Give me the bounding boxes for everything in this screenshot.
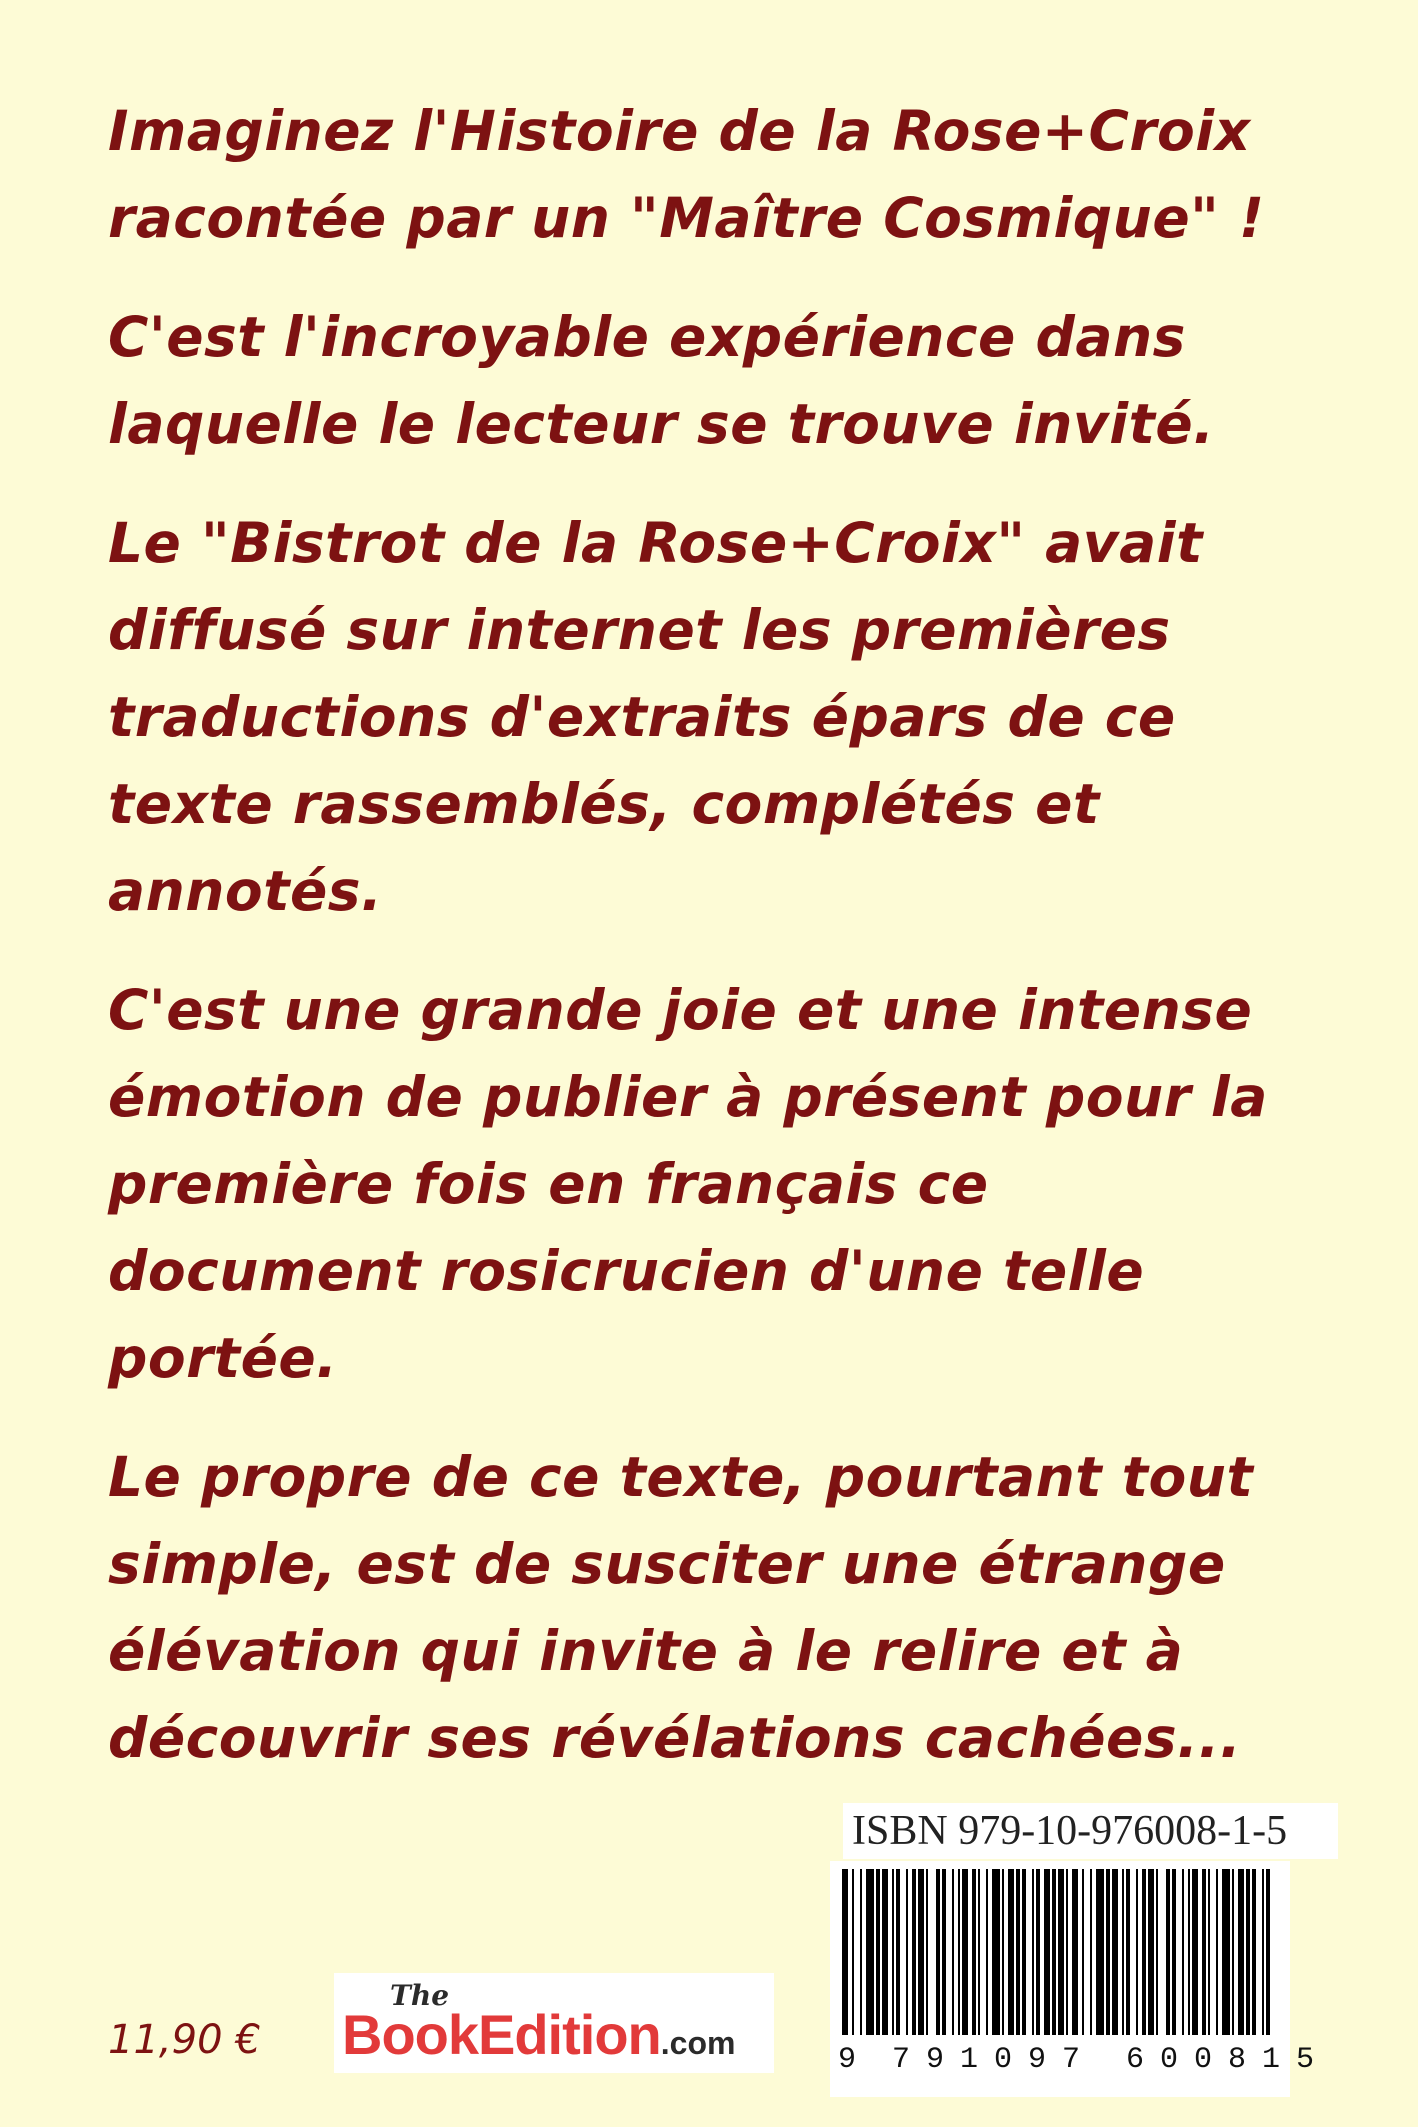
barcode-bar (952, 1869, 954, 2037)
barcode-bar (1238, 1869, 1244, 2037)
barcode-bar (852, 1869, 854, 2037)
barcode-bar (1008, 1869, 1014, 2037)
paragraph-elevation: Le propre de ce texte, pourtant tout simple, est de susciter une étrange élévation qui invite à le relire et à découvrir ses révélations cachées... (108, 1445, 1254, 1770)
barcode-bar (942, 1869, 946, 2037)
barcode-digit: 0 (1194, 2043, 1213, 2077)
barcode-bar (906, 1869, 908, 2037)
barcode-bar (958, 1869, 960, 2037)
barcode-bar (1122, 1869, 1124, 2037)
barcode-bar (936, 1869, 940, 2037)
barcode-digit: 0 (1160, 2043, 1179, 2077)
barcode-digit: 9 (838, 2043, 857, 2077)
paragraph-intro: Imaginez l'Histoire de la Rose+Croix racontée par un "Maître Cosmique" ! (108, 99, 1265, 250)
price-label: 11,90 € (108, 2017, 261, 2063)
barcode-bar (992, 1869, 1000, 2037)
barcode-bar (1156, 1869, 1158, 2037)
barcode-bar (1172, 1869, 1176, 2037)
barcode-bar (1192, 1869, 1198, 2037)
barcode-bar (876, 1869, 880, 2037)
barcode-bar (1106, 1869, 1110, 2037)
back-cover-text (108, 88, 1368, 1814)
barcode-bar (1266, 1869, 1270, 2037)
barcode-bar (1044, 1869, 1050, 2037)
barcode-digit: 1 (1262, 2043, 1281, 2077)
barcode-bar (972, 1869, 976, 2037)
barcode-bar (1246, 1869, 1250, 2037)
barcode-bar (1208, 1869, 1210, 2037)
barcode-digit: 7 (892, 2043, 911, 2077)
logo-name: BookEdition (342, 2003, 661, 2066)
barcode-bar (1148, 1869, 1154, 2037)
barcode-digit: 9 (1028, 2043, 1047, 2077)
barcode-digit: 1 (960, 2043, 979, 2077)
barcode-bar (1142, 1869, 1146, 2037)
paragraph-bistrot: Le "Bistrot de la Rose+Croix" avait diffusé sur internet les premières traductions d'extraits épars de ce texte rassemblés, complétés et annotés. (108, 511, 1203, 923)
barcode-bar (892, 1869, 894, 2037)
barcode-bar (842, 1869, 848, 2037)
barcode-bar (860, 1869, 862, 2037)
barcode-bar (1202, 1869, 1206, 2037)
barcode-digit: 0 (994, 2043, 1013, 2077)
barcode-bar (912, 1869, 916, 2037)
barcode-bar (986, 1869, 988, 2037)
barcode-bar (1232, 1869, 1234, 2037)
paragraph-publication: C'est une grande joie et une intense émotion de publier à présent pour la première fois en français ce document rosicrucien d'une telle portée. (108, 978, 1268, 1390)
barcode-digits (830, 2035, 1315, 2085)
logo-suffix: .com (660, 2025, 736, 2061)
barcode-bar (1166, 1869, 1170, 2037)
barcode-bar (1096, 1869, 1104, 2037)
barcode-bar (1188, 1869, 1190, 2037)
barcode-bar (1022, 1869, 1026, 2037)
barcode-bar (1002, 1869, 1004, 2037)
barcode-bar (1262, 1869, 1264, 2037)
barcode-bar (1052, 1869, 1056, 2037)
barcode-bar (1112, 1869, 1118, 2037)
barcode-bar (1136, 1869, 1138, 2037)
barcode-bar (1082, 1869, 1084, 2037)
barcode-bar (1016, 1869, 1020, 2037)
barcode-bar (1058, 1869, 1064, 2037)
barcode-bar (1182, 1869, 1184, 2037)
barcode-bar (1066, 1869, 1068, 2037)
logo-the-text: The (390, 1979, 450, 2012)
barcode-bar (882, 1869, 888, 2037)
barcode-bar (962, 1869, 968, 2037)
barcode-bar (1222, 1869, 1230, 2037)
barcode-bar (866, 1869, 874, 2037)
barcode-digit: 5 (1296, 2043, 1315, 2077)
barcode-bar (1072, 1869, 1078, 2037)
barcode-bar (918, 1869, 924, 2037)
barcode-bar (1032, 1869, 1034, 2037)
barcode-bar (1090, 1869, 1092, 2037)
barcode-bar (896, 1869, 900, 2037)
paragraph-experience: C'est l'incroyable expérience dans laquelle le lecteur se trouve invité. (108, 305, 1215, 456)
barcode-bar (1126, 1869, 1130, 2037)
isbn-label: ISBN 979-10-976008-1-5 (852, 1808, 1288, 1854)
barcode-digit: 7 (1062, 2043, 1081, 2077)
barcode-bar (978, 1869, 980, 2037)
barcode-bar (1252, 1869, 1256, 2037)
barcode-bar (1216, 1869, 1218, 2037)
barcode-digit: 6 (1126, 2043, 1145, 2077)
publisher-logo (334, 1973, 774, 2073)
barcode-bar (926, 1869, 928, 2037)
barcode-digit: 9 (926, 2043, 945, 2077)
logo-wordmark (342, 2003, 735, 2075)
barcode-digit: 8 (1228, 2043, 1247, 2077)
barcode-bar (1036, 1869, 1040, 2037)
